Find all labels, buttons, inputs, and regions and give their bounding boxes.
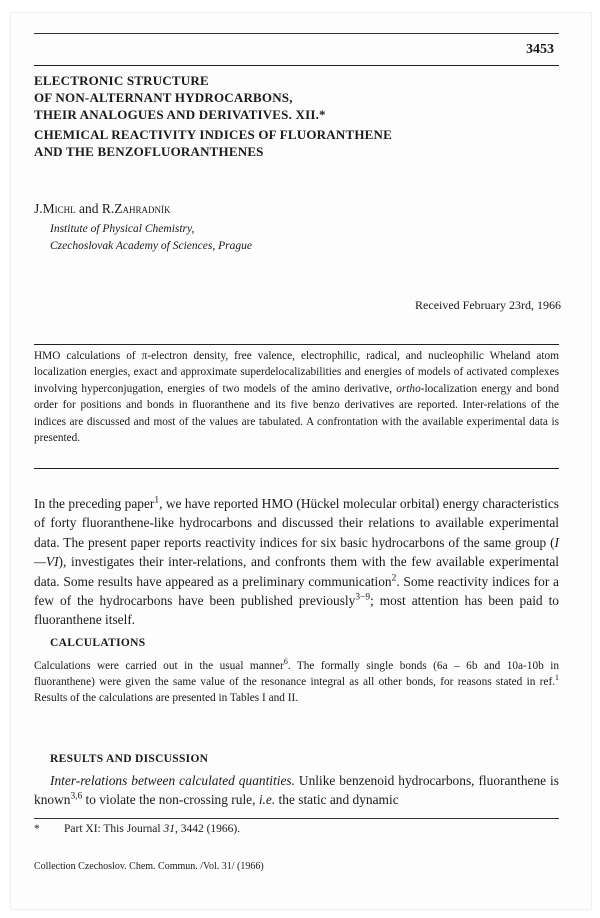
- paper-subtitle: [34, 126, 554, 160]
- citation: 1: [154, 495, 160, 506]
- subtitle-line: CHEMICAL REACTIVITY INDICES OF FLUORANTHENE: [34, 127, 392, 142]
- footnote-rule: [34, 818, 559, 819]
- paper-title: [34, 72, 554, 123]
- intro-paragraph: In the preceding paper$^1$, we have reported HMO (Hückel molecular orbital) energy characteristics of forty fluoranthene-like hydrocarbons and discussed their relations to available experimental data. The present paper reports reactivity indices for six basic hydrocarbons of the same group (I—VI), investigates their inter-relations, and confronts them with the few available experimental data. Some results have appeared as a preliminary communication$^2$. Some reactivity indices for a few of the hydrocarbons have been published previously$^{3-9}$; most attention has been paid to fluoranthene itself.: [34, 495, 559, 628]
- paper-page: [10, 12, 592, 910]
- calculations-paragraph: Calculations were carried out in the usual manner$^6$. The formally single bonds (6a – 6b and 10a-10b in fluoranthene) were given the same value of the resonance integral as all other bonds, for reasons stated in ref.$^1$ Results of the calculations are presented in Tables I and II.: [34, 657, 559, 705]
- citation: 6: [283, 657, 288, 667]
- results-paragraph: Inter-relations between calculated quantities. Unlike benzenoid hydrocarbons, fluoranthene is known$^{3,6}$ to violate the non-crossing rule, i.e. the static and dynamic: [34, 773, 559, 807]
- citation: 3,6: [70, 791, 83, 802]
- header-bottom-rule: [34, 65, 559, 66]
- citation: 3−9: [355, 592, 371, 603]
- journal-footer: Collection Czechoslov. Chem. Commun. /Vol. 31/ (1966): [34, 861, 264, 872]
- page-number: 3453: [526, 42, 554, 57]
- footnote-marker: *: [34, 823, 40, 835]
- citation: 1: [555, 673, 559, 683]
- section-heading-results: RESULTS AND DISCUSSION: [50, 753, 209, 765]
- affiliation: Institute of Physical Chemistry, Czechoslovak Academy of Sciences, Prague: [50, 223, 252, 252]
- received-date: Received February 23rd, 1966: [415, 298, 561, 312]
- subtitle-line: AND THE BENZOFLUORANTHENES: [34, 144, 264, 159]
- abstract-bottom-rule: [34, 468, 559, 469]
- title-line: OF NON-ALTERNANT HYDROCARBONS,: [34, 90, 293, 105]
- section-heading-calculations: CALCULATIONS: [50, 637, 146, 649]
- footnote: * Part XI: This Journal 31, 3442 (1966).: [34, 823, 241, 835]
- author-name: Zahradník: [114, 201, 171, 216]
- header-top-rule: [34, 33, 559, 34]
- author-name: Michl: [42, 201, 76, 216]
- authors: J.Michl and R.Zahradník: [34, 201, 171, 216]
- title-line: THEIR ANALOGUES AND DERIVATIVES. XII.*: [34, 107, 326, 122]
- abstract-top-rule: [34, 344, 559, 345]
- title-line: ELECTRONIC STRUCTURE: [34, 73, 209, 88]
- abstract: HMO calculations of π-electron density, free valence, electrophilic, radical, and nucleophilic Wheland atom localization energies, exact and approximate superdelocalizabilities and energies of models of activated complexes involving hyperconjugation, energies of two models of the amino derivative, ortho-localization energy and bond order for positions and bonds in fluoranthene and its five benzo derivatives are reported. Inter-relations of the indices are discussed and most of the values are tabulated. A confrontation with the available experimental data is presented.: [34, 350, 559, 445]
- citation: 2: [391, 573, 397, 584]
